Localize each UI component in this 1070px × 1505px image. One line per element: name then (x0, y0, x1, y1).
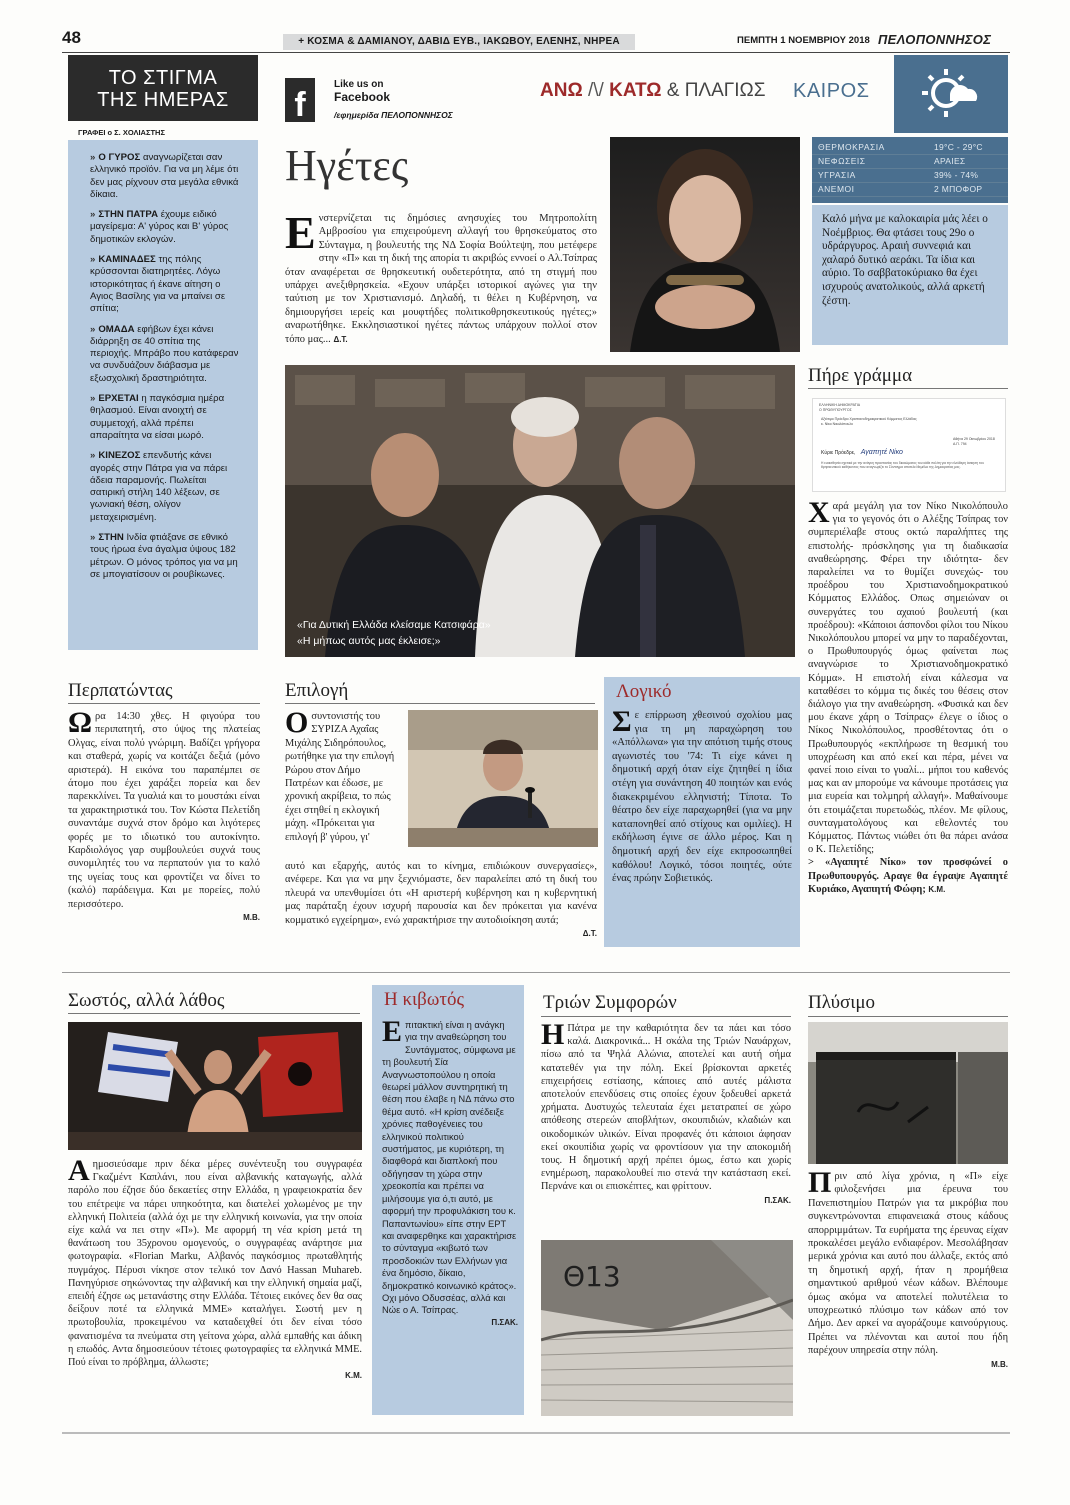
plysimo-dropcap: Π (808, 1166, 832, 1199)
letter-greeting-text: Κύριε Πρόεδρε, (821, 450, 856, 456)
facebook-like-line1: Like us on (334, 79, 384, 90)
caption-line2: «Η μήπως αυτός μας έκλεισε;» (297, 635, 441, 647)
stigma-title-box (68, 55, 258, 121)
stigma-item-lead: ΕΡΧΕΤΑΙ (98, 393, 139, 405)
kivotos-body (382, 1015, 518, 1329)
photo-caption (297, 617, 491, 649)
weather-value: 19°C - 29°C (934, 142, 983, 152)
double-arrow-icon: » (90, 323, 96, 335)
page-number: 48 (62, 28, 81, 47)
epilogi-text-bottom: αυτό και εξαρχής, αυτός και το κίνημα, επιδιώκουν συνεργασίες», ανέφερε. Και για να μην ξεχνιόμαστε, δεν παραλείπει από τη δική του πλευρά να υπενθυμίσει ότι «Η αριστερή κυβέρνηση και η κυβερνητική μας παράταξη έχουν ισχυρή παρουσία και δεν πρόκειται για κανένα κομματικό εγχείρημα», ενώ χαρακτήρισε την αυτοδιοίκηση αυτά; (285, 861, 597, 926)
letter-handwritten: Αγαπητέ Νίκο (860, 449, 903, 456)
stigma-item (90, 209, 242, 246)
stigma-item (90, 532, 242, 581)
bins-photo (808, 1022, 1008, 1164)
stigma-item (90, 152, 242, 201)
letter-greeting (821, 449, 903, 456)
stigma-item-lead: ΟΜΑΔΑ (98, 323, 135, 335)
double-arrow-icon: » (90, 152, 96, 163)
sostos-text: ημοσιεύσαμε πριν δέκα μέρες συνέντευξη του συγγραφέα Γκαζμέντ Καπλάνι, που είναι αλβανικής καταγωγής, αλλά παρόλο που έζησε δύο δεκαετίες στην Ελλάδα, η γραφειοκρατία δεν του επέτρεψε να πάρει υπηκοότητα, και διατελεί χολωμένος με την ελληνική Πολιτεία (αλλά όχι με την ελληνική κοινωνία, για την οποία είχε καλά να πει στην «Π»). Με αφορμή τη νέα κρίση μετά τη θανάτωση του 35χρονου ομογενούς, ο συγγραφέας ανάρτησε μια φωτογραφία. «Florian Marku, Αλβανός παγκόσμιος πρωταθλητής πυγμάχος. Πέρυσι νίκησε στον τελικό τον Δανό Hassan Muhareb. Πανηγύρισε σηκώνοντας την αλβανική και την ελληνική σημαία μαζί, επειδή έζησε ως μετανάστης στην Ελλάδα. Τέτοιες εικόνες δεν θα σας δείξουν ποτέ τα ελληνικά ΜΜΕ» καταλήγει. Σωστή μεν η πρωτοβουλία, προκειμένου να καταδειχθεί ότι δεν είναι τόσο φανατισμένα τα πνεύματα στη γείτονα χώρα, αλλά εμπαθής και άδικη η επωδός. Αντα δημοσιεύουν τέτοιες φωτογραφίες τα ελληνικά ΜΜΕ. Πού είναι το πρόβλημα, άλλωστε; (68, 1159, 362, 1369)
hgetes-text: νστερνίζεται τις δημόσιες ανησυχίες του Μητροπολίτη Αμβροσίου για επιχειρούμενη αλλαγή του θρησκεύματος στο Σύνταγμα, η βουλευτής της ΝΔ Σοφία Βούλτεψη, που μετέφερε στην «Π» και τη δική της απορία τι ακριβώς εννοεί ο Αλ.Τσίπρας όταν αναφέρεται σε θρησκευτική ουδετερότητα, από τη στιγμή που υπάρχει ανεξιθρησκεία. «Εχουν υπάρξει ιστορικοί αγώνες για την ταύτιση με τον Χριστιανισμό. Δηλαδή, τι θέλει η Κυβέρνηση, να δημιουργήσει ιερείς και μουφτήδες πολιτικοθρησκευτικούς ηγέτες;» αναρωτήθηκε. Εκκλησιαστικοί ηγέτες πάντως υπάρχουν πολλοί στον τόπο μας... (285, 213, 597, 345)
facebook-like-line2: Facebook (334, 90, 391, 104)
weather-label: ΘΕΡΜΟΚΡΑΣΙΑ (818, 142, 885, 152)
perpatontas-text: ρα 14:30 χθες. Η φιγούρα του περιπατητή, στο ύψος της πλατείας Ολγας, είναι πολύ γνώριμη. Βαδίζει γρήγορα και σταθερά, χωρίς να κοιτάζει δεξιά (μόνο αριστερά). Η εικόνα του παραπέμπει σε άτομο που έχει χαράξει πορεία και δεν παρεκκλίνει. Τα γυαλιά και το μουστάκι είναι τα χαρακτηριστικά του. Τον Κώστα Πελετίδη συναντάμε συχνά στον δρόμο και λιγότερες φορές με το ιδιωτικό του αυτοκίνητο. Καρδιολόγος γαρ συμβουλεύει συχνά τους συνομιλητές του να περπατούν για το καλό της υγείας τους και φροντίζει να δίνει το (καλό) παράδειγμα. Και με πορείες, πολύ περισσότερο. (68, 711, 260, 910)
stigma-item (90, 393, 242, 442)
kairos-title: ΚΑΙΡΟΣ (793, 80, 870, 102)
voultepsi-photo (610, 137, 800, 352)
stigma-item-text: η παγκόσμια ημέρα θηλασμού. Είναι ανοιχτή σε συμμετοχή, αλλά πρέπει απαραίτητα να είσαι μωρό. (90, 393, 225, 441)
epilogi-body-bottom (285, 860, 597, 940)
facebook-icon[interactable] (285, 78, 315, 122)
trion-body (541, 1018, 791, 1207)
trion-text: Πάτρα με την καθαριότητα δεν τα πάει και τόσο καλά. Διακρονικά... Η σκάλα της Τριών Ναυάρχων, πίσω από τα Ψηλά Αλώνια, αποτελεί και αυτή σήμα κατατεθέν για την πόλη. Εκεί βρίσκονται αρκετές επιχειρήσεις εστίασης, κάποιες από αυτές μάλιστα αποτελούν επενδύσεις στις οποίες έχουν ξοδευθεί αρκετά χρήματα. Δυστυχώς τελευταία έχει μετατραπεί σε χώρο απόθεσης στερεών αποβλήτων, σκουπιδιών, κλαδιών και οικοδομικών υλικών. Είναι προφανές ότι κάποιοι άφησαν εκεί σκουπίδια χωρίς να φροντίσουν για την αποκομιδή τους. Η δημοτική αρχή πρέπει όμως, έστω και χωρίς ενημέρωση, παρακολουθεί πιο στενά την κατάσταση εκεί. Περνάνε και οι επισκέπτες, και φρίττουν. (541, 1023, 791, 1193)
stigma-item-lead: ΣΤΗΝ (98, 532, 124, 544)
stigma-item-lead: ΣΤΗΝ ΠΑΤΡΑ (98, 209, 159, 221)
double-arrow-icon: » (90, 254, 96, 266)
double-arrow-icon: » (90, 532, 96, 544)
pire-gramma-title: Πήρε γράμμα (808, 365, 913, 386)
weather-row (812, 169, 1008, 183)
politicians-photo (285, 365, 795, 657)
stigma-byline: ΓΡΑΦΕΙ ο Σ. ΧΟΛΙΑΣΤΗΣ (78, 128, 165, 137)
logiko-text: ε επίρρωση χθεσινού σχολίου μας για τη μη παραχώρηση του «Απόλλωνα» για την απότιση τιμής στους αγωνιστές του '74: Τι είχε κάνει η δημοτική αρχή όταν είχε ζητηθεί η ίδια στέγη για συνάντηση 40 ποιητών και ενός διακεκριμένου ελληνιστή; Τίποτα. Το θέατρο δεν είχε παραχωρηθεί (για να μην καταπονηθεί από στίχους και ομιλίες). Η εκδήλωση έγινε σε άλλο μέρος. Και η δημοτική αρχή δεν είχε εκπροσωπηθεί καθόλου! Λογικό, τόσοι ποιητές, ούτε ένας πρώην Σοβιετικός. (612, 710, 792, 885)
weather-label: ΝΕΦΩΣΕΙΣ (818, 156, 866, 166)
letter-date: Αθήνα 29 Οκτωβρίου 2018 Α.Π. 794 (953, 437, 995, 446)
weather-row (812, 141, 1008, 155)
sostos-body (68, 1154, 362, 1382)
perpatontas-title: Περπατώντας (68, 680, 173, 701)
letter-header: ΕΛΛΗΝΙΚΗ ΔΗΜΟΚΡΑΤΙΑ Ο ΠΡΩΘΥΠΟΥΡΓΟΣ (819, 403, 861, 412)
hgetes-sig: Δ.Τ. (333, 334, 348, 344)
letter-body: Η ευαισθησία σχετικά με την ανάγκη προστασίας του δικαιώματος του κάθε πολίτη για την ελεύθερη άσκηση του θρησκευτικού καθήκοντος που αναγνωρίζει το Σύνταγμα αποτελεί θεμέλιο της Δημοκρατίας μας. (821, 461, 984, 470)
hgetes-title: Ηγέτες (285, 141, 409, 190)
trion-dropcap: Η (541, 1018, 565, 1051)
kairos-text: Καλό μήνα με καλοκαιρία μάς λέει ο Νοέμβριος. Θα φτάσει τους 29ο ο υδράργυρος. Αραιή συννεφιά και χαλαρό δυτικό αεράκι. Τα ίδια και αύριο. Το σαββατοκύριακο θα έχει ισχυρούς ανατολικούς, αλλά αρκετή ζέστη. (822, 213, 988, 307)
sostos-dropcap: Α (68, 1154, 90, 1187)
trion-title: Τριών Συμφορών (543, 992, 677, 1013)
stigma-item (90, 450, 242, 524)
sostos-title: Σωστός, αλλά λάθος (68, 990, 225, 1011)
stigma-items (68, 140, 258, 581)
plysimo-body (808, 1166, 1008, 1371)
epilogi-sig: Δ.Τ. (582, 929, 597, 939)
stigma-item-lead: ΚΑΜΙΝΑΔΕΣ (98, 254, 156, 266)
sidiropoulos-photo (408, 710, 598, 847)
perpatontas-sig: Μ.Β. (243, 913, 260, 923)
stigma-item-text: Ινδία φτιάξανε σε εθνικό τους ήρωα ένα άγαλμα ύψους 182 μέτρων. Ο μόνος τρόπος για να μη σε μπογιατίσουν οι ρουβίκωνες. (90, 532, 238, 580)
regions-banner: + ΚΟΣΜΑ & ΔΑΜΙΑΝΟΥ, ΔΑΒΙΔ ΕΥΒ., ΙΑΚΩΒΟΥ, ΕΛΕΝΗΣ, ΝΗΡΕΑ (283, 34, 635, 50)
weather-row (812, 183, 1008, 197)
hgetes-dropcap: Ε (285, 207, 316, 258)
caption-line1: «Για Δυτική Ελλάδα κλείσαμε Κατσιφάρα» (297, 619, 491, 631)
epilogi-title: Επιλογή (285, 680, 349, 701)
stigma-item-text: της πόλης κρύσσονται διατηρητέες. Λόγω ιστορικότητας ή έκανε αίτηση ο Αγιος Βασίλης για να μπαίνει σε σπίτια; (90, 254, 226, 315)
perpatontas-body (68, 706, 260, 925)
ano-kato-title (540, 80, 765, 102)
logiko-dropcap: Σ (612, 705, 632, 738)
hgetes-body (285, 207, 597, 346)
epilogi-dropcap: Ο (285, 706, 309, 739)
double-arrow-icon: » (90, 209, 96, 221)
kivotos-box (372, 985, 524, 1415)
sun-cloud-icon (894, 55, 1008, 133)
stigma-item-text: έχουμε ειδικό μαγείρεμα: Α' γύρος και Β' γύρος δημοτικών εκλογών. (90, 209, 229, 245)
pire-gramma-body (808, 496, 1008, 896)
letter-image (812, 398, 1006, 492)
epilogi-text-top: συντονιστής του ΣΥΡΙΖΑ Αχαΐας Μιχάλης Σιδηρόπουλος, ρωτήθηκε για την επιλογή Ρώρου στον Δήμο Πατρέων και έδωσε, με χρονική ακρίβεια, το πώς έχει στηθεί η εκλογική μάχη. «Πρόκειται για επιλογή β' γύρου, γι' (285, 711, 395, 843)
plysimo-sig: Μ.Β. (991, 1359, 1008, 1369)
kivotos-dropcap: Ε (382, 1015, 403, 1048)
kivotos-title: Η κιβωτός (384, 989, 464, 1010)
sostos-sig: Κ.Μ. (345, 1371, 362, 1381)
kairos-text-box (812, 205, 1008, 345)
weather-label: ΑΝΕΜΟΙ (818, 184, 855, 194)
ano-kato-sep: /\/ (587, 80, 604, 101)
stairs-photo (541, 1240, 793, 1416)
double-arrow-icon: » (90, 450, 96, 462)
stigma-title-line1: ΤΟ ΣΤΙΓΜΑ (108, 67, 218, 89)
weather-value: ΑΡΑΙΕΣ (934, 156, 966, 166)
facebook-f-icon: f (294, 86, 306, 124)
stigma-item (90, 324, 242, 385)
kairos-table (812, 137, 1008, 203)
logiko-box (604, 677, 800, 947)
kairos-icon-box (894, 55, 1008, 133)
epilogi-body-top (285, 706, 395, 844)
letter-to: Αξιότιμο Πρόεδρο Χριστιανοδημοκρατικού Κόμματος Ελλάδας κ. Νίκο Νικολόπουλο (821, 417, 917, 426)
kato-label: ΚΑΤΩ (609, 80, 662, 101)
plagios-label: & ΠΛΑΓΙΩΣ (666, 80, 766, 101)
stigma-item-text: επενδυτής κάνει αγορές στην Πάτρα για να πάρει άδεια παραμονής. Πωλείται σατιρική στήλη 140 λέξεων, σε γωνιακή θέση, ολίγον μεταχειρισμένη. (90, 450, 228, 523)
issue-date: ΠΕΜΠΤΗ 1 ΝΟΕΜΒΡΙΟΥ 2018 (737, 35, 870, 46)
stigma-item-lead: ΚΙΝΕΖΟΣ (98, 450, 141, 462)
pire-gramma-dropcap: Χ (808, 496, 830, 529)
pire-gramma-sig: Κ.Μ. (928, 884, 946, 894)
stairs-graffiti: Θ13 (563, 1260, 621, 1293)
stigma-item (90, 254, 242, 315)
kivotos-sig: Π.ΣΑΚ. (491, 1317, 518, 1327)
logiko-title: Λογικό (616, 681, 672, 702)
logiko-body (612, 705, 792, 886)
stigma-box (68, 140, 258, 650)
trion-sig: Π.ΣΑΚ. (764, 1195, 791, 1205)
ano-label: ΑΝΩ (540, 80, 583, 101)
boxer-photo (68, 1022, 362, 1150)
weather-label: ΥΓΡΑΣΙΑ (818, 170, 856, 180)
kivotos-text: πιτακτική είναι η ανάγκη για την αναθεώρηση του Συντάγματος, σύμφωνα με τη βουλευτή Σία Αναγνωστοπούλου η οποία θεωρεί μάλλον συντηρητική τη θέση που έλαβε η ΝΔ πάνω στο θέμα αυτό. «Η κρίση ανέδειξε χρόνιες παθογένειες του ελληνικού πολιτικού συστήματος, με κυριότερη, τη διαφθορά και διαπλοκή που οδήγησαν τη χώρα στην χρεοκοπία και πρέπει να μιλήσουμε για ό,τι αυτό, με αφορμή την προφυλάκιση του κ. Παπαντωνίου» είπε στην ΕΡΤ και αναφερθηκε και χαρακτήρισε το σύνταγμα «κιβωτό των προσδοκιών των Ελλήνων για ένα δημόσιο, δίκαιο, δημοκρατικό κοινωνικό κράτος». Οχι μόνο Οδυσσέας, αλλά και Νώε ο Α. Τσίπρας. (382, 1019, 517, 1316)
plysimo-text: ριν από λίγα χρόνια, η «Π» είχε φιλοξενήσει μια έρευνα του Πανεπιστημίου Πατρών για τα μικρόβια που συγκεντρώνονται επιφανειακά στους κάδους απορριμμάτων. Τα ευρήματα της έρευνας είχαν προκαλέσει μεγάλο ενδιαφέρον. Μεσολάβησαν μερικά χρόνια και αυτό που άλλαξε, εκτός από τη δημοτική αρχή, ήταν η προμήθεια σημαντικού αριθμού νέων κάδων. Βλέπουμε όμως ακόμα να αποτελεί πολυτέλεια το υποχρεωτικό πλύσιμο των κάδων από τον Δήμο. Δεν αρκεί να αγοράζουμε καινούργιους. Πρέπει να πλένονται και αυτοί που ήδη παρέχουν υπηρεσία στην πόλη. (808, 1171, 1008, 1357)
stigma-item-lead: Ο ΓΥΡΟΣ (98, 152, 141, 163)
stigma-title-line2: ΤΗΣ ΗΜΕΡΑΣ (97, 89, 229, 111)
weather-value: 2 ΜΠΟΦΟΡ (934, 184, 983, 194)
pire-gramma-footnote-text: > «Αγαπητέ Νίκο» τον προσφώνεί ο Πρωθυπουργός. Αραγε θα έγραψε Αγαπητέ Κυριάκο, Αγαπητή Φώφη; (808, 857, 1008, 895)
facebook-page-name[interactable]: /εφημερίδα ΠΕΛΟΠΟΝΝΗΣΟΣ (334, 110, 453, 120)
weather-row (812, 155, 1008, 169)
perpatontas-dropcap: Ω (68, 706, 93, 739)
stigma-item-text: εφήβων έχει κάνει διάρρηξη σε 40 σπίτια της περιοχής. Μπράβο που κατάφεραν να συνδυάζουν διάβασμα με εξωσχολική δραστηριότητα. (90, 323, 239, 384)
plysimo-title: Πλύσιμο (808, 992, 876, 1013)
pire-gramma-footnote (808, 856, 1008, 896)
masthead-logo: ΠΕΛΟΠΟΝΝΗΣΟΣ (878, 32, 992, 47)
pire-gramma-text: αρά μεγάλη για τον Νίκο Νικολόπουλο για το γεγονός ότι ο Αλέξης Τσίπρας τον συμπεριέλαβε στους οκτώ παραλήπτες της επιστολής- πρόσκλησης για τη διαδικασία αναθεώρησης. Φέρει την ιδιότητα- δεν παραλείπει να το θυμίζει συνεχώς- του προέδρου του Χριστιανοδημοκρατικού Κόμματος Ελλάδος. Οπως σημειώναν οι συνεργάτες του αχαιού βουλευτή (και προέδρου): «Κάποιοι άσπονδοι φίλοι του Νίκου Νικολόπουλου μπορεί να μην το παραδέχονται, ο Πρωθυπουργός όμως φαίνεται πως αναγνώρισε το Χριστιανοδημοκρατικό Κόμμα». Η επιστολή είναι κάλεσμα να καταθέσει το κόμμα τις δικές του θέσεις στον διάλογο για την αναθεώρηση. «Φυσικά και δεν μου έκανε χάρη ο Τσίπρας» έλεγε ο ίδιος ο Νίκος Νικολόπουλος, προσθέτοντας ότι ο Πρωθυπουργός «εκπλήρωσε τη θεσμική του υποχρέωση και από εκεί και πέρα, μένει να φανεί ποιο είναι το γυαλί... μήποι του καθενός μας και αν μπορούμε να κάνουμε προτάσεις για μια ευρεία και τολμηρή αλλαγή». Μαθαίνουμε ότι ετοιμάζεται πυρετωδώς, πλέον. Με φίλους, συνταγματολόγους και εθελοντές του Κόμματος. Πάντως νιώθει ότι θα πάρει ανάσα ο Κ. Πελετίδης; (808, 501, 1008, 856)
weather-value: 39% - 74% (934, 170, 979, 180)
stigma-item-text: αναγνωρίζεται σαν ελληνικό προϊόν. Για να μη λέμε ότι δεν μας ρίχνουν στα μεγάλα εθνικά δίκαια. (90, 152, 239, 200)
double-arrow-icon: » (90, 393, 96, 405)
